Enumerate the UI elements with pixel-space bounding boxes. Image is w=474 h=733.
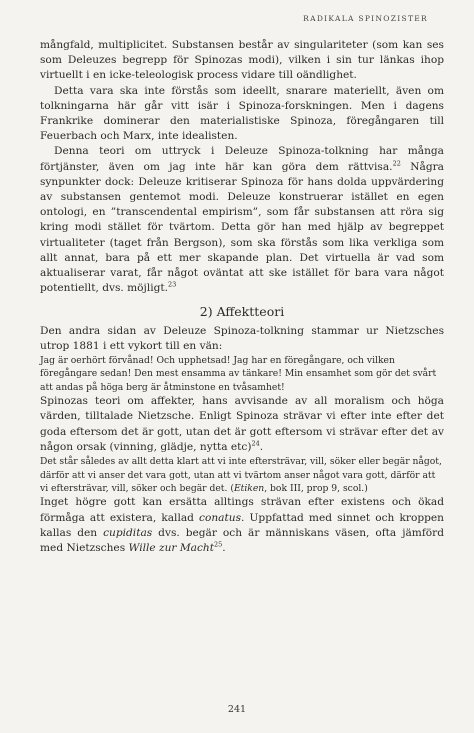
footnote-ref-23: 23 bbox=[168, 280, 177, 289]
paragraph-2: Detta vara ska inte förstås som ideellt, snarare materiellt, även om tolkningarna här går vitt isär i Spinoza-forskningen. Men i dagens Frankrike dominerar den materialistiske Spinoza, föregångaren till Feuerbach och Marx, inte idealisten. bbox=[40, 84, 444, 143]
paragraph-6 bbox=[40, 495, 444, 556]
section-heading: 2) Affektteori bbox=[199, 304, 285, 320]
running-header: RADIKALA SPINOZISTER bbox=[303, 14, 428, 23]
paragraph-3-part-a: Denna teori om uttryck i Deleuze Spinoza-tolkning har många förtjänster, även om jag inte här kan göra dem rättvisa. bbox=[40, 145, 444, 173]
paragraph-5 bbox=[40, 394, 444, 455]
footnote-ref-22: 22 bbox=[392, 159, 401, 168]
block-quote-1: Jag är oerhört förvånad! Och upphetsad! Jag har en föregångare, och vilken föregångare sedan! Den mest ensamma av tänkare! Min ensamhet som gör det svårt att andas på höga berg är åtminstone en tvåsamhet! bbox=[40, 355, 437, 393]
term-conatus: conatus bbox=[199, 511, 242, 524]
paragraph-6-part-b: . Uppfattad med sinnet och kroppen kallas den bbox=[40, 511, 445, 539]
paragraph-6-part-d: . bbox=[222, 541, 226, 554]
main-text bbox=[40, 38, 444, 556]
footnote-ref-24: 24 bbox=[251, 439, 260, 448]
paragraph-6-part-a: Inget högre gott kan ersätta alltings strävan efter existens och ökad förmåga att existera, kallad bbox=[40, 496, 444, 524]
quote-2-title: Etiken bbox=[233, 482, 265, 494]
page-number: 241 bbox=[227, 704, 247, 715]
paragraph-5-part-a: Spinozas teori om affekter, hans avvisande av all moralism och höga värden, tilltalade Nietzsche. Enligt Spinoza strävar vi efter inte efter det goda eftersom det är gott, utan det är gott eftersom vi strävar efter det av någon orsak (vinning, glädje, nytta etc) bbox=[40, 395, 444, 453]
paragraph-4: Den andra sidan av Deleuze Spinoza-tolkning stammar ur Nietzsches utrop 1881 i ett vykort till en vän: bbox=[40, 324, 444, 352]
term-cupiditas: cupiditas bbox=[103, 526, 153, 539]
paragraph-1: mångfald, multiplicitet. Substansen består av singulariteter (som kan ses som Deleuzes begrepp för Spinozas modi), vilken i sin tur länkas ihop virtuellt i en icke-teleologisk process vidare till oändlighet. bbox=[40, 39, 444, 82]
term-wille-zur-macht: Wille zur Macht bbox=[128, 541, 215, 554]
paragraph-3-part-b: Några synpunkter dock: Deleuze kritiserar Spinoza för hans dolda uppvärdering av substansen gentemot modi. Deleuze konstruerar istället en egen ontologi, en ”transcendental empirism”, som får substansen att röra sig kring modi stället för tvärtom. Detta gör han med hjälp av begreppet virtualiteter (taget från Bergson), som ska förstås som lika verkliga som allt annat, bara på ett mer skapande plan. Det virtuella är vad som aktualiserar varat, får något oväntat att ske istället för bara vara något potentiellt, dvs. möjligt. bbox=[40, 160, 444, 295]
paragraph-5-part-b: . bbox=[259, 440, 264, 453]
block-quote-2 bbox=[40, 455, 444, 495]
footnote-ref-25: 25 bbox=[214, 540, 223, 549]
paragraph-3 bbox=[40, 144, 444, 296]
quote-2-part-a: Det står således av allt detta klart att vi inte eftersträvar, vill, söker eller begär något, därför att vi anser det vara gott, utan att vi tvärtom anser något vara gott, därför att vi eftersträvar, vill, söker och begär det. ( bbox=[40, 456, 442, 494]
quote-2-part-b: , bok III, prop 9, scol.) bbox=[264, 482, 368, 494]
paragraph-6-part-c: dvs. begär och är människans väsen, ofta jämförd med Nietzsches bbox=[40, 526, 444, 554]
